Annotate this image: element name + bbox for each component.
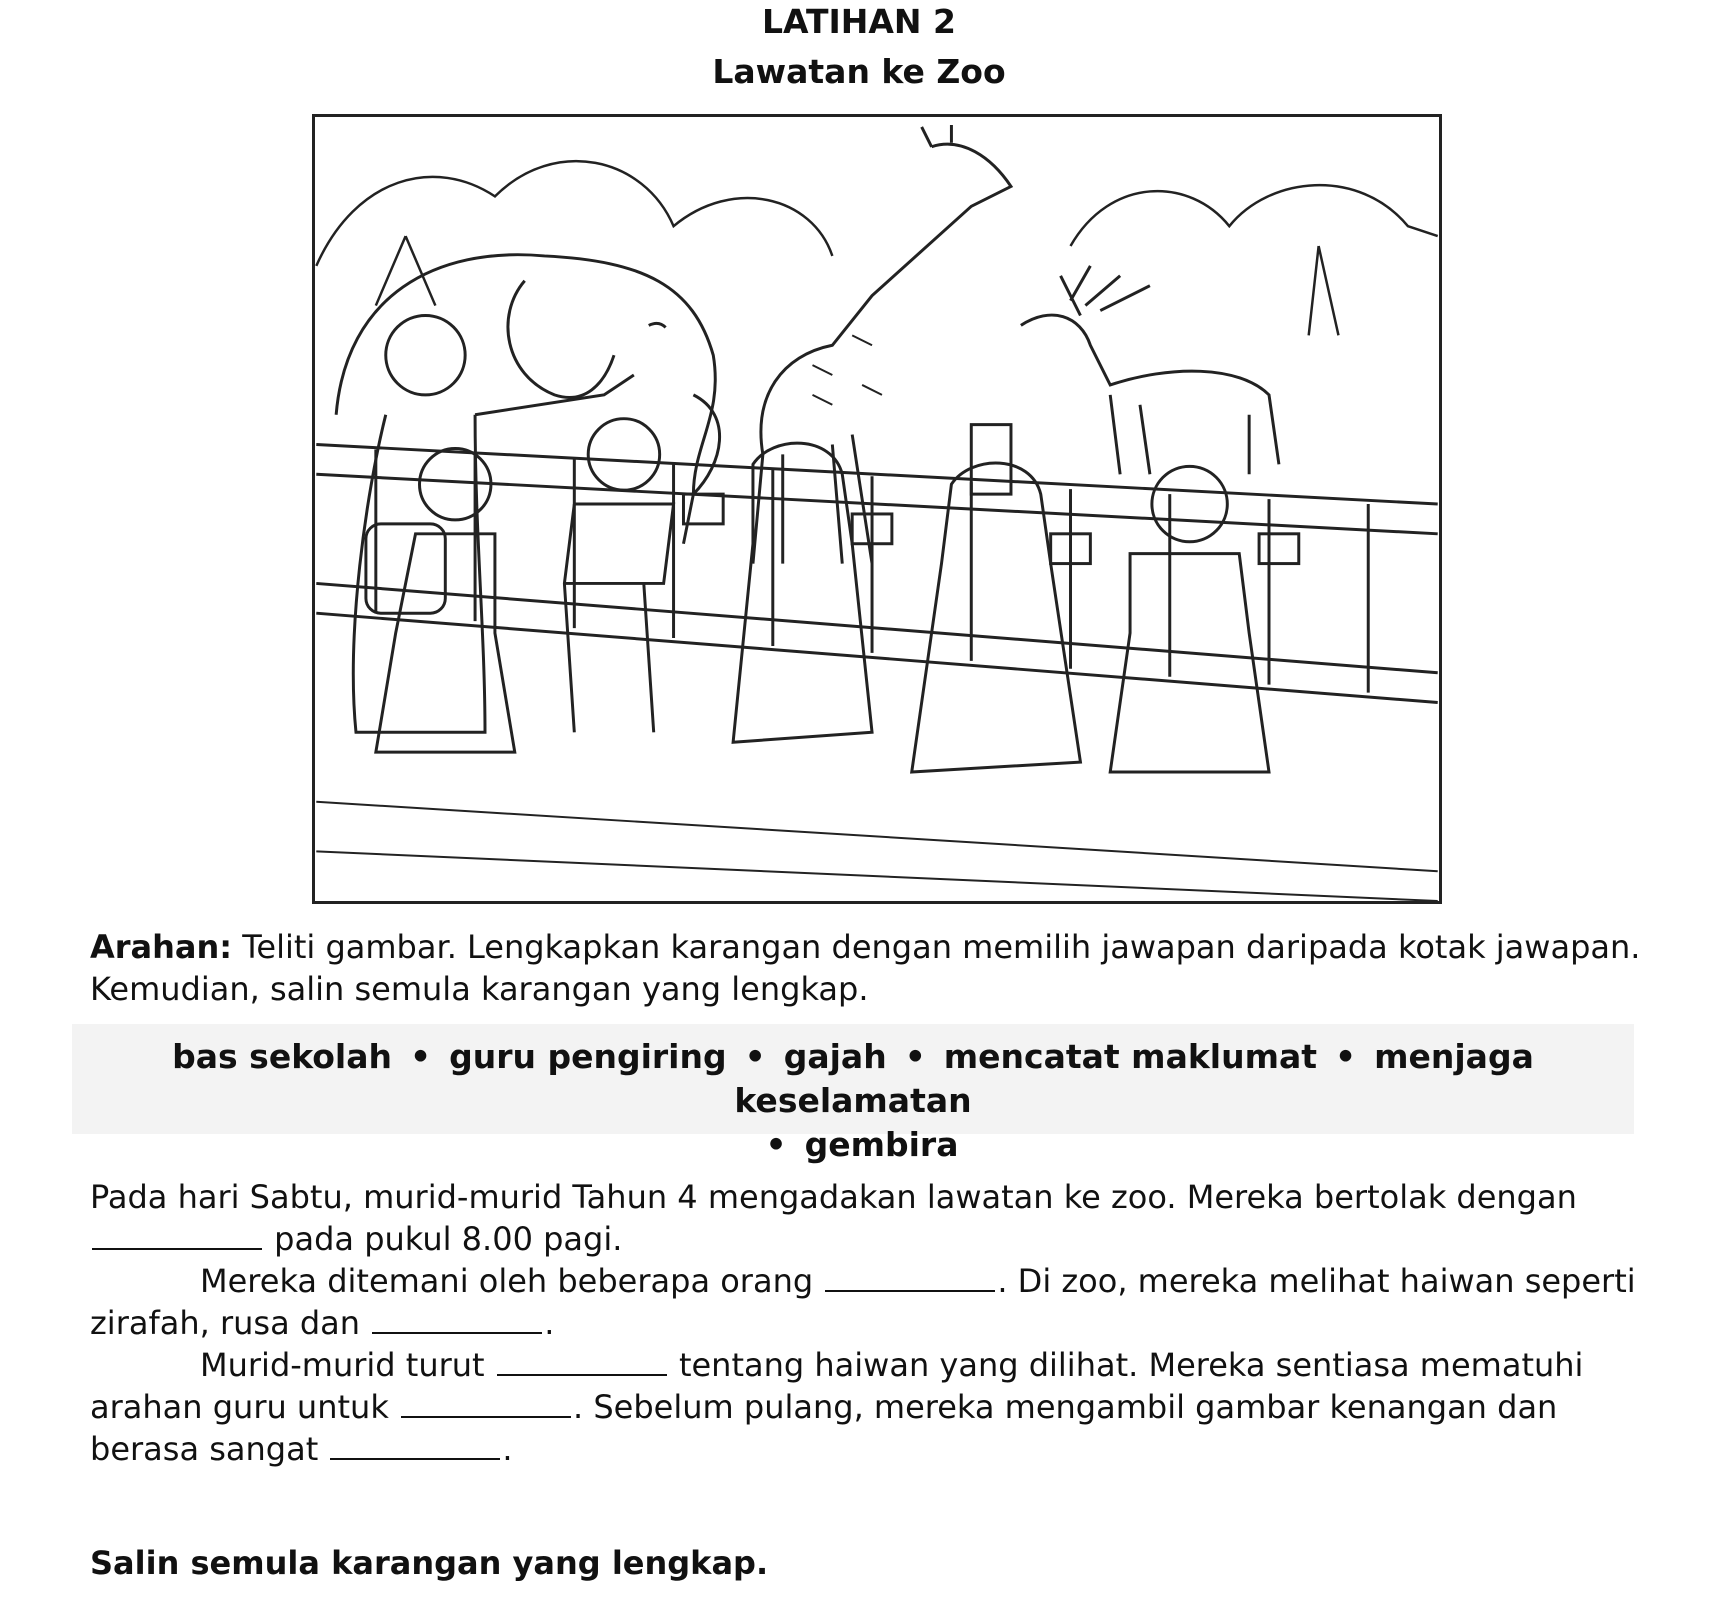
zoo-illustration xyxy=(312,114,1442,904)
exercise-title: LATIHAN 2 xyxy=(761,2,957,41)
essay-paragraph-1 xyxy=(90,1176,1670,1260)
word-option: guru pengiring xyxy=(449,1037,727,1076)
tree-line xyxy=(316,161,1437,335)
word-option: gembira xyxy=(804,1125,959,1164)
instruction-label: Arahan: xyxy=(90,928,233,966)
bullet-icon: • xyxy=(744,1037,766,1076)
bullet-icon: • xyxy=(765,1125,787,1164)
word-option: mencatat maklumat xyxy=(943,1037,1318,1076)
essay-paragraph-2 xyxy=(90,1260,1670,1344)
essay-text-segment: . xyxy=(544,1304,555,1342)
copy-instruction-heading: Salin semula karangan yang lengkap. xyxy=(90,1544,769,1582)
essay-text-segment: Pada hari Sabtu, murid-murid Tahun 4 mengadakan lawatan ke zoo. Mereka bertolak dengan xyxy=(90,1178,1577,1216)
instruction-body: Teliti gambar. Lengkapkan karangan dengan memilih jawapan daripada kotak jawapan. Kemudian, salin semula karangan yang lengkap. xyxy=(90,928,1641,1008)
word-option: menjaga keselamatan xyxy=(734,1037,1534,1120)
bullet-icon: • xyxy=(1335,1037,1357,1076)
exercise-subtitle: Lawatan ke Zoo xyxy=(712,52,1006,91)
word-option: bas sekolah xyxy=(172,1037,393,1076)
answer-blank[interactable] xyxy=(372,1302,542,1334)
essay-text-segment: . xyxy=(502,1430,513,1468)
deer xyxy=(1021,266,1279,474)
bullet-icon: • xyxy=(904,1037,926,1076)
student-5 xyxy=(1110,466,1299,772)
essay-text-segment: pada pukul 8.00 pagi. xyxy=(264,1220,623,1258)
answer-blank[interactable] xyxy=(401,1386,571,1418)
student-1 xyxy=(366,448,515,752)
essay-text-segment: . Sebelum pulang, mereka mengambil gambar kenangan dan berasa sangat xyxy=(90,1388,1558,1468)
essay-text-segment: Mereka ditemani oleh beberapa orang xyxy=(200,1262,824,1300)
essay-text-segment: tentang haiwan yang dilihat. Mereka sentiasa mematuhi arahan guru untuk xyxy=(90,1346,1584,1426)
essay-paragraph-3 xyxy=(90,1344,1670,1470)
elephant xyxy=(336,255,719,544)
answer-blank[interactable] xyxy=(825,1260,995,1292)
answer-blank[interactable] xyxy=(330,1428,500,1460)
answer-blank[interactable] xyxy=(497,1344,667,1376)
instruction-text xyxy=(90,926,1650,1010)
essay-text-segment: . Di zoo, mereka melihat haiwan seperti zirafah, rusa dan xyxy=(90,1262,1636,1342)
essay-text xyxy=(90,1176,1670,1470)
student-3 xyxy=(733,443,892,742)
answer-word-box xyxy=(72,1024,1634,1164)
word-option: gajah xyxy=(783,1037,887,1076)
essay-text-segment: Murid-murid turut xyxy=(200,1346,495,1384)
answer-blank[interactable] xyxy=(92,1218,262,1250)
bullet-icon: • xyxy=(410,1037,432,1076)
